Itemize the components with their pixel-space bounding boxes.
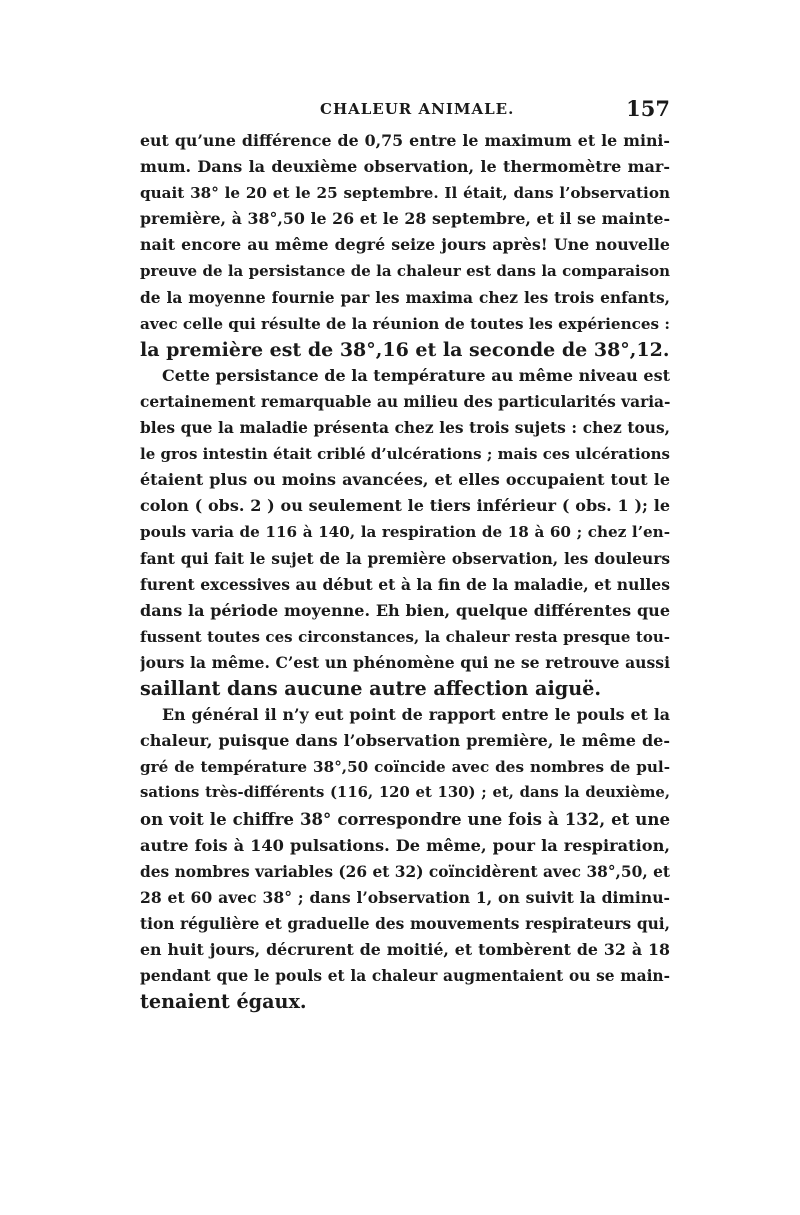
text-line: jours la même. C’est un phénomène qui ne se retrouve aussi [140,652,670,672]
text-line: avec celle qui résulte de la réunion de toutes les expériences : [140,314,670,333]
text-line: saillant dans aucune autre affection aiguë. [140,676,602,700]
text-line: tion régulière et graduelle des mouvements respirateurs qui, [140,914,670,933]
text-line: des nombres variables (26 et 32) coïncidèrent avec 38°,50, et [140,862,670,881]
text-line: fant qui fait le sujet de la première observation, les douleurs [140,549,670,568]
running-header [140,96,670,128]
text-line: En général il n’y eut point de rapport entre le pouls et la [162,705,670,725]
text-line: dans la période moyenne. Eh bien, quelque différentes que [140,600,670,620]
text-line: gré de température 38°,50 coïncide avec des nombres de pul- [140,758,670,777]
text-line: mum. Dans la deuxième observation, le thermomètre mar- [140,157,670,177]
text-line: sations très-différents (116, 120 et 130) ; et, dans la deuxième, [140,784,670,802]
text-line: fussent toutes ces circonstances, la chaleur resta presque tou- [140,627,670,646]
text-line: preuve de la persistance de la chaleur est dans la comparaison [140,262,670,281]
text-line: en huit jours, décrurent de moitié, et tombèrent de 32 à 18 [140,939,670,959]
page-number: 157 [626,96,670,121]
text-line: chaleur, puisque dans l’observation première, le même de- [140,731,670,751]
text-line: on voit le chiffre 38° correspondre une fois à 132, et une [140,809,670,830]
body-text [140,128,670,1015]
text-line: 28 et 60 avec 38° ; dans l’observation 1, on suivit la diminu- [140,887,670,907]
running-title: CHALEUR ANIMALE. [320,100,515,118]
text-line: première, à 38°,50 le 26 et le 28 septembre, et il se mainte- [140,209,670,229]
text-line: bles que la maladie présenta chez les trois sujets : chez tous, [140,419,670,438]
text-line: Cette persistance de la température au même niveau est [162,365,670,385]
text-line: la première est de 38°,16 et la seconde de 38°,12. [140,338,670,361]
text-line: pouls varia de 116 à 140, la respiration de 18 à 60 ; chez l’en- [140,523,670,542]
text-line: furent excessives au début et à la fin de la maladie, et nulles [140,574,670,594]
text-line: colon ( obs. 2 ) ou seulement le tiers inférieur ( obs. 1 ); le [140,496,670,516]
text-line: pendant que le pouls et la chaleur augmentaient ou se main- [140,967,670,985]
text-line: quait 38° le 20 et le 25 septembre. Il était, dans l’observation [140,184,670,203]
text-line: tenaient égaux. [140,990,307,1014]
text-line: nait encore au même degré seize jours après! Une nouvelle [140,235,670,255]
text-line: certainement remarquable au milieu des particularités varia- [140,392,670,411]
text-line: eut qu’une différence de 0,75 entre le maximum et le mini- [140,131,670,150]
text-line: de la moyenne fournie par les maxima chez les trois enfants, [140,288,670,307]
text-line: le gros intestin était criblé d’ulcérations ; mais ces ulcérations [140,445,670,464]
text-line: étaient plus ou moins avancées, et elles occupaient tout le [140,470,670,490]
text-line: autre fois à 140 pulsations. De même, pour la respiration, [140,835,670,855]
